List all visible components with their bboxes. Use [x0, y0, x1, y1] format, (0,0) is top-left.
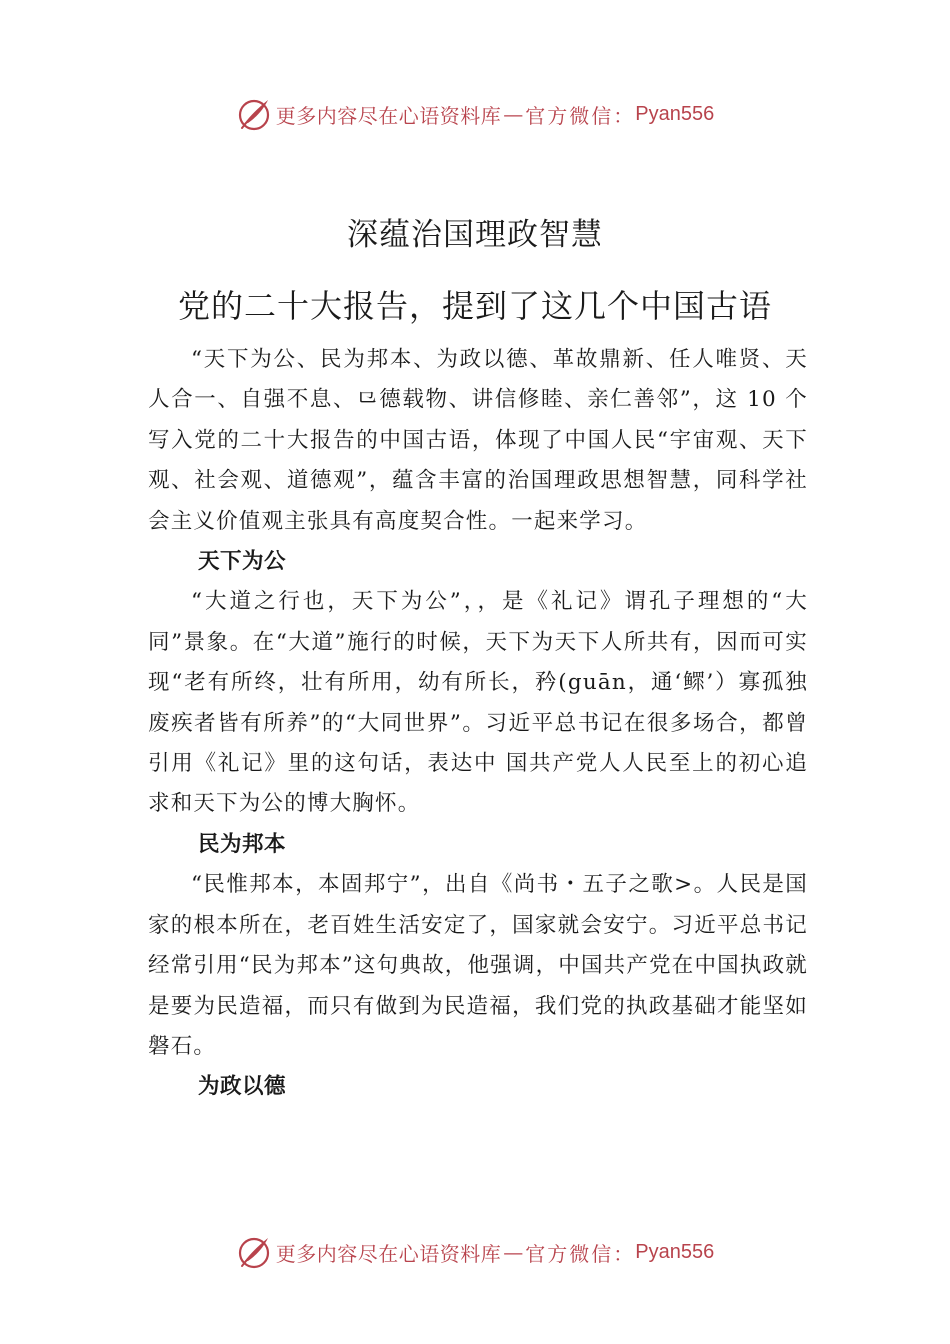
- document-title: 深蕴治国理政智慧: [347, 216, 603, 253]
- banner-separator: —: [503, 102, 524, 126]
- section-heading-minwei-bangben: 民为邦本: [198, 831, 287, 857]
- section-body-tianxia-weigong: “大道之行也，天下为公”，，是《礼记》谓孔子理想的“大同”景象。在“大道”施行的时候，天下为天下人所共有，因而可实现“老有所终，壮有所用，幼有所长，矜(guān，通‘鳏’）寡孤独废疾者皆有所养”的“大同世界”。习近平总书记在很多场合，都曾引用《礼记》里的这句话，表达中 国共产党人人民至上的初心追求和天下为公的博大胸怀。: [148, 589, 808, 817]
- footer-watermark-banner: [0, 1232, 950, 1272]
- banner-wechat-label: 官方微信：: [525, 103, 636, 128]
- document-body: [148, 340, 808, 1108]
- banner-separator: —: [503, 1240, 524, 1264]
- quill-pen-seal-icon: [236, 1234, 272, 1270]
- section-heading-tianxia-weigong: 天下为公: [198, 549, 287, 575]
- banner-text: 更多内容尽在心语资料库: [275, 103, 502, 128]
- section-heading-weizheng-yide: 为政以德: [198, 1074, 287, 1100]
- document-subtitle: 党的二十大报告，提到了这几个中国古语: [177, 286, 772, 325]
- intro-paragraph: “天下为公、民为邦本、为政以德、革故鼎新、任人唯贤、天人合一、自强不息、⺋德载物、讲信修睦、亲仁善邻”，这 10 个写入党的二十大报告的中国古语，体现了中国人民“宇宙观、天下观、社会观、道德观”，蕴含丰富的治国理政思想智慧，同科学社会主义价值观主张具有高度契合性。一起来学习。: [148, 347, 808, 534]
- section-body-minwei-bangben: “民惟邦本，本固邦宁”，出自《尚书・五子之歌>。人民是国家的根本所在，老百姓生活安定了，国家就会安宁。习近平总书记经常引用“民为邦本”这句典故，他强调，中国共产党在中国执政就是要为民造福，而只有做到为民造福，我们党的执政基础才能坚如磐石。: [148, 872, 808, 1059]
- banner-wechat-id: Pyan556: [635, 102, 715, 125]
- banner-wechat-id: Pyan556: [635, 1240, 715, 1263]
- banner-text: 更多内容尽在心语资料库: [275, 1241, 502, 1266]
- header-watermark-banner: [0, 94, 950, 134]
- banner-wechat-label: 官方微信：: [525, 1241, 636, 1266]
- quill-pen-seal-icon: [236, 96, 272, 132]
